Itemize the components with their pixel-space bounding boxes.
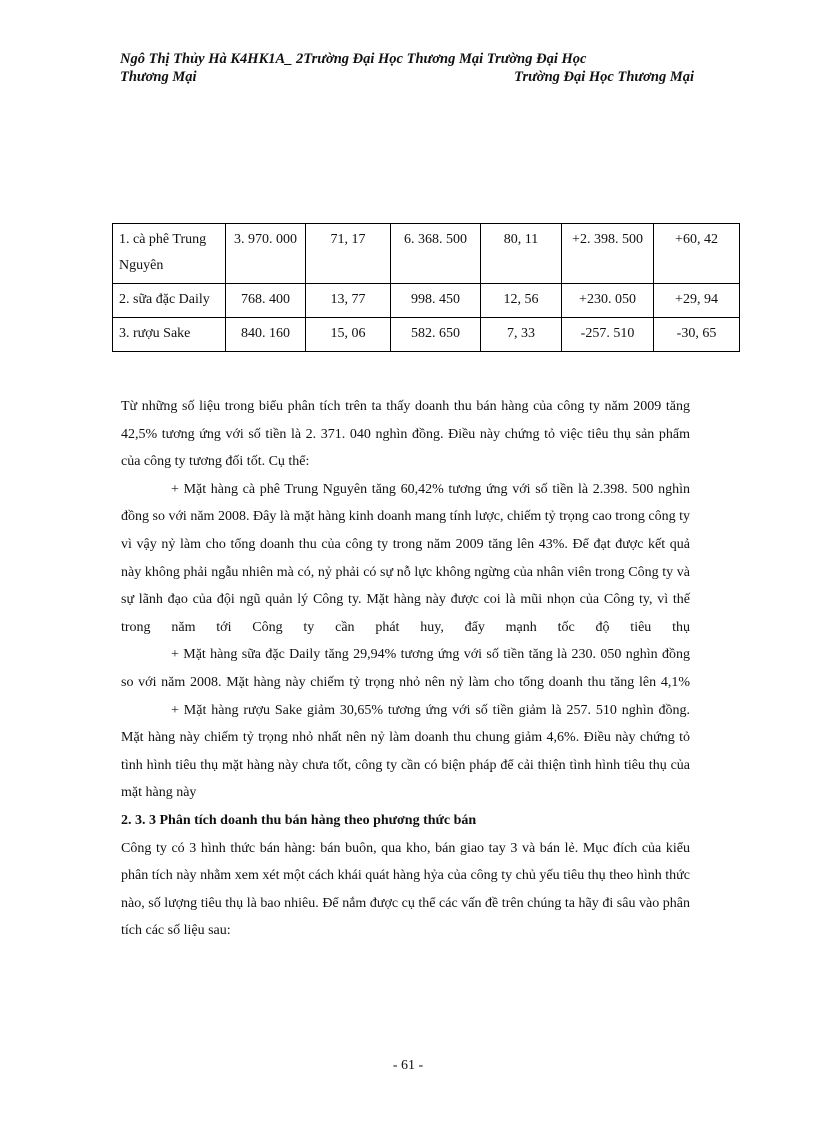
share-2008-cell: 13, 77: [306, 284, 391, 318]
share-2009-cell: 80, 11: [481, 224, 562, 284]
difference-cell: +2. 398. 500: [562, 224, 654, 284]
section-heading: 2. 3. 3 Phân tích doanh thu bán hàng theo phương thức bán: [121, 812, 477, 828]
percent-change-cell: -30, 65: [654, 318, 740, 352]
revenue-2009-cell: 582. 650: [391, 318, 481, 352]
running-header-line-1: Ngô Thị Thủy Hà K4HK1A_ 2Trường Đại Học Thương Mại Trường Đại Học: [120, 51, 587, 67]
coffee-paragraph: + Mặt hàng cà phê Trung Nguyên tăng 60,42% tương ứng với số tiền là 2.398. 500 nghìn đồng so với năm 2008. Đây là mặt hàng kinh doanh mang tính lược, chiếm tỷ trọng cao trong công ty vì vậy nỷ làm cho tổng doanh thu của công ty trong năm 2009 tăng lên 43%. Để đạt được kết quả này không phải ngẫu nhiên mà có, nỷ phải có sự nỗ lực không ngừng của nhân viên trong Công ty và sự lãnh đạo của đội ngũ quản lý Công ty. Mặt hàng này được coi là mũi nhọn của Công ty, vì thế trong năm tới Công ty cần phát huy, đẩy mạnh tốc độ tiêu thụ: [121, 481, 690, 635]
revenue-2008-cell: 768. 400: [226, 284, 306, 318]
revenue-2008-cell: 3. 970. 000: [226, 224, 306, 284]
running-header-line-2: [120, 68, 694, 86]
difference-cell: -257. 510: [562, 318, 654, 352]
share-2009-cell: 12, 56: [481, 284, 562, 318]
sales-method-paragraph: Công ty có 3 hình thức bán hàng: bán buôn, qua kho, bán giao tay 3 và bán lẻ. Mục đích của kiểu phân tích này nhằm xem xét một cách khái quát hàng hỷa của công ty chủ yếu tiêu thụ theo hình thức nào, số lượng tiêu thụ là bao nhiêu. Để nắm được cụ thể các vấn đề trên chúng ta hãy đi sâu vào phân tích các số liệu sau:: [121, 840, 690, 939]
revenue-2009-cell: 998. 450: [391, 284, 481, 318]
share-2009-cell: 7, 33: [481, 318, 562, 352]
percent-change-cell: +60, 42: [654, 224, 740, 284]
table-row: [113, 284, 740, 318]
product-name-cell: 1. cà phê Trung Nguyên: [113, 224, 226, 284]
revenue-table: [112, 223, 740, 352]
share-2008-cell: 71, 17: [306, 224, 391, 284]
table-row: [113, 318, 740, 352]
difference-cell: +230. 050: [562, 284, 654, 318]
percent-change-cell: +29, 94: [654, 284, 740, 318]
revenue-2009-cell: 6. 368. 500: [391, 224, 481, 284]
intro-paragraph: Từ những số liệu trong biểu phân tích trên ta thấy doanh thu bán hàng của công ty năm 2009 tăng 42,5% tương ứng với số tiền là 2. 371. 040 nghìn đồng. Điều này chứng tỏ việc tiêu thụ sản phẩm của công ty tương đối tốt. Cụ thể:: [121, 399, 690, 470]
table-row: [113, 224, 740, 284]
running-header-left: Thương Mại: [120, 69, 197, 85]
sake-paragraph: + Mặt hàng rượu Sake giảm 30,65% tương ứng với số tiền giảm là 257. 510 nghìn đồng. Mặt hàng này chiếm tỷ trọng nhỏ nhất nên nỷ làm doanh thu chung giảm 4,6%. Điều này chứng tỏ tình hình tiêu thụ mặt hàng này chưa tốt, công ty cần có biện pháp để cải thiện tình hình tiêu thụ của mặt hàng này: [121, 702, 690, 801]
product-name-cell: 3. rượu Sake: [113, 318, 226, 352]
revenue-2008-cell: 840. 160: [226, 318, 306, 352]
product-name-cell: 2. sữa đặc Daily: [113, 284, 226, 318]
body-text: [121, 393, 690, 945]
page-number: - 61 -: [392, 1058, 424, 1073]
running-header-right: Trường Đại Học Thương Mại: [514, 69, 694, 85]
milk-paragraph: + Mặt hàng sữa đặc Daily tăng 29,94% tương ứng với số tiền tăng là 230. 050 nghìn đồng so với năm 2008. Mặt hàng này chiếm tỷ trọng nhỏ nên nỷ làm cho tổng doanh thu tăng lên 4,1%: [121, 647, 690, 690]
share-2008-cell: 15, 06: [306, 318, 391, 352]
